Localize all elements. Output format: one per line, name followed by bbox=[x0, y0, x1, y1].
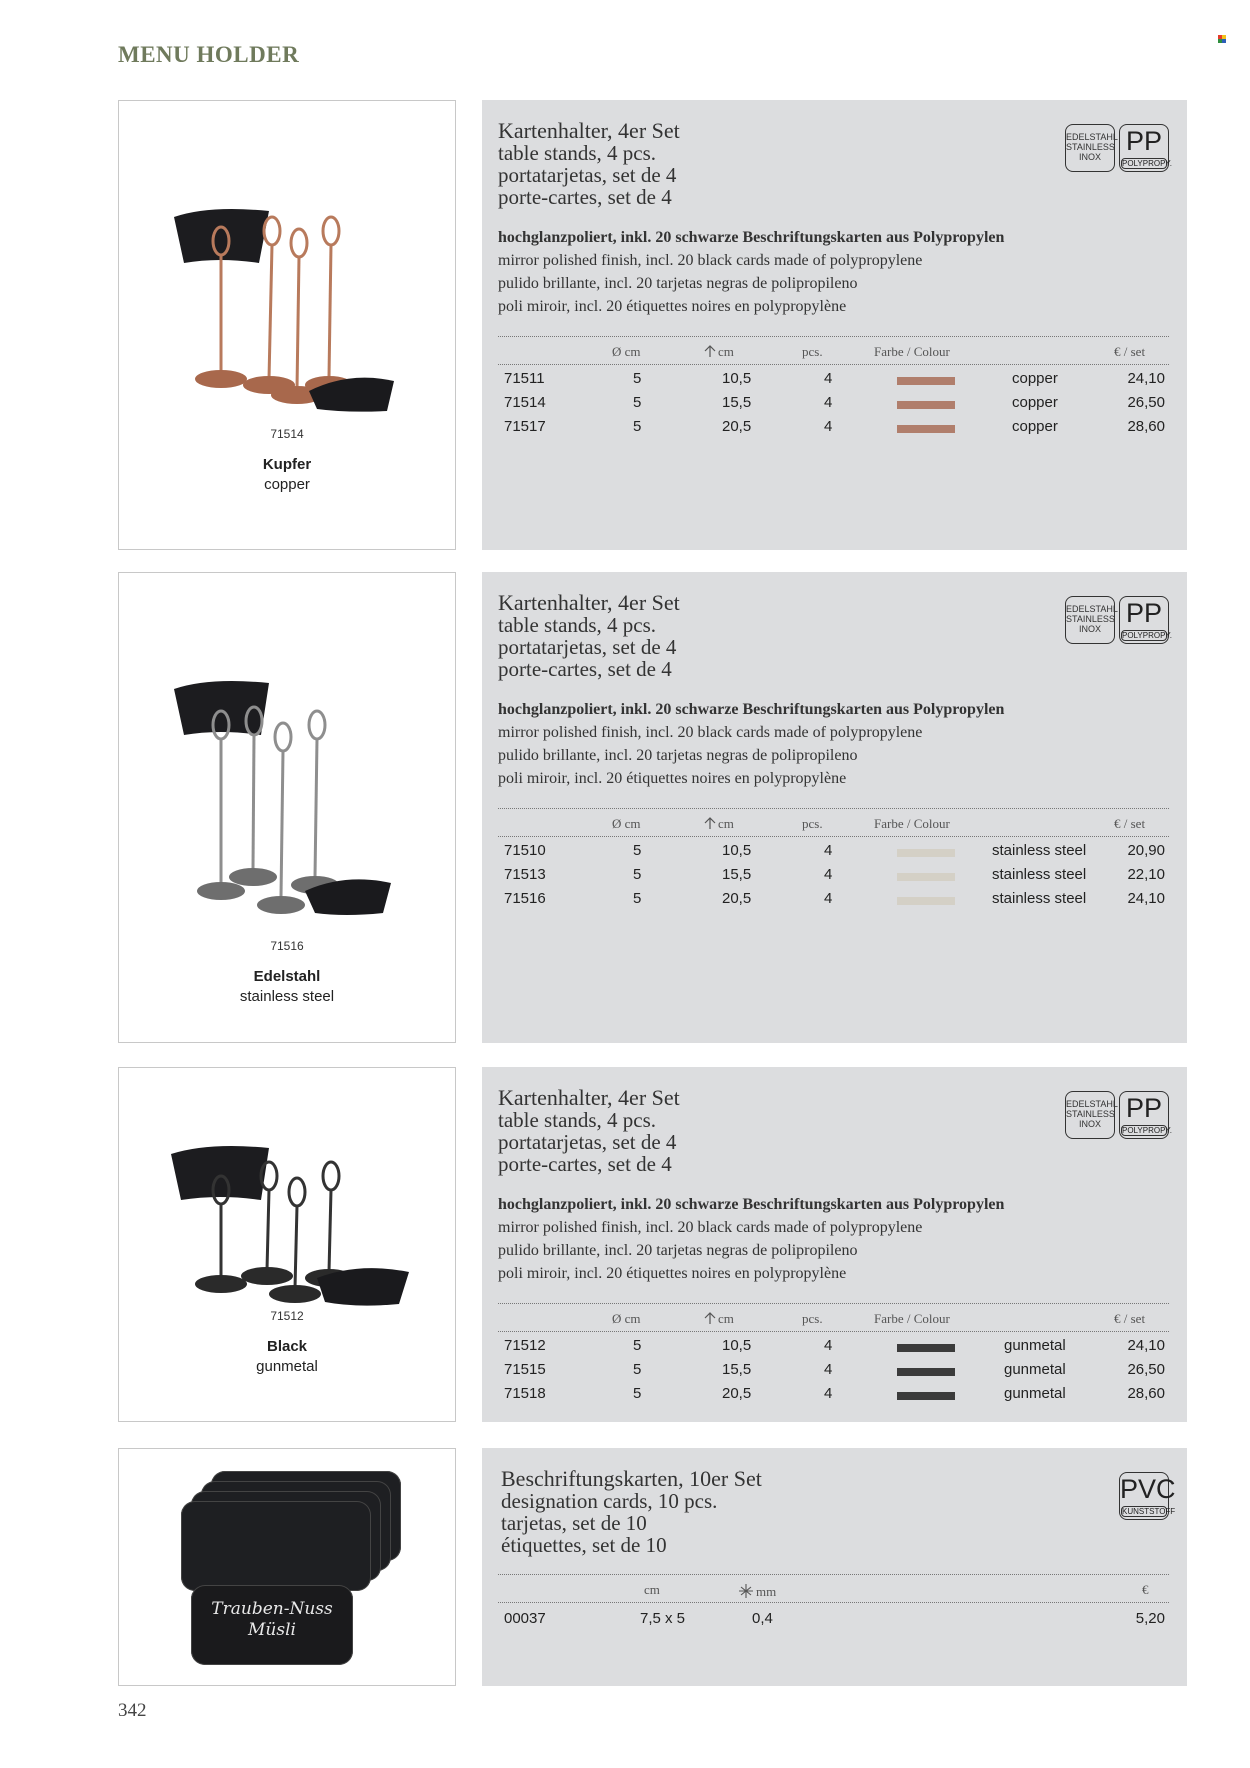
table-row bbox=[498, 890, 1169, 914]
header-height: cm bbox=[704, 1311, 734, 1327]
height: 20,5 bbox=[722, 890, 752, 907]
pvc-badge-icon: PVC KUNSTSTOFF bbox=[1119, 1472, 1169, 1520]
height: 20,5 bbox=[722, 1385, 752, 1402]
table-divider bbox=[498, 836, 1169, 837]
card-text-line: Trauben-Nuss bbox=[211, 1599, 333, 1619]
product-image-panel-stainless bbox=[118, 572, 456, 1043]
table-row bbox=[498, 842, 1169, 866]
pcs: 4 bbox=[824, 866, 833, 883]
pcs: 4 bbox=[824, 1385, 833, 1402]
item-code: 71511 bbox=[504, 370, 545, 387]
stainless-steel-badge-icon: EDELSTAHL STAINLESS INOX bbox=[1065, 596, 1115, 644]
header-price: € / set bbox=[1114, 816, 1146, 831]
price: 24,10 bbox=[1127, 1337, 1165, 1354]
height: 10,5 bbox=[722, 842, 752, 859]
page-number: 342 bbox=[118, 1700, 147, 1721]
diameter: 5 bbox=[633, 1385, 642, 1402]
colour-name: copper bbox=[1012, 370, 1058, 387]
diameter: 5 bbox=[633, 394, 642, 411]
table-row bbox=[498, 418, 1169, 442]
title-de: Kartenhalter, 4er Set bbox=[498, 1085, 680, 1110]
chalk-card-image bbox=[191, 1585, 353, 1665]
product-image-panel-cards bbox=[118, 1448, 456, 1686]
table-divider bbox=[498, 364, 1169, 365]
colour-swatch bbox=[897, 1368, 955, 1376]
item-code: 71518 bbox=[504, 1385, 546, 1402]
title-es: tarjetas, set de 10 bbox=[501, 1511, 647, 1535]
image-code: 71516 bbox=[270, 939, 304, 953]
colour-name: gunmetal bbox=[1004, 1337, 1066, 1354]
material-badges bbox=[1065, 124, 1172, 172]
arrow-up-icon bbox=[704, 817, 716, 829]
table-divider bbox=[498, 1602, 1169, 1603]
colour-name: copper bbox=[1012, 394, 1058, 411]
thickness: 0,4 bbox=[752, 1610, 773, 1627]
diameter: 5 bbox=[633, 418, 642, 435]
item-code: 71514 bbox=[504, 394, 546, 411]
item-code: 71512 bbox=[504, 1337, 546, 1354]
table-row bbox=[498, 1337, 1169, 1361]
description-de: hochglanzpoliert, inkl. 20 schwarze Beschriftungskarten aus Polypropylen bbox=[498, 701, 1005, 718]
title-en: designation cards, 10 pcs. bbox=[501, 1489, 718, 1513]
colour-swatch bbox=[897, 401, 955, 409]
height: 15,5 bbox=[722, 866, 752, 883]
table-divider bbox=[498, 1574, 1169, 1575]
material-badges bbox=[1119, 1472, 1176, 1520]
product-descriptions bbox=[498, 1193, 1004, 1285]
menu-holder-stainless-image bbox=[119, 673, 455, 973]
pcs: 4 bbox=[824, 842, 833, 859]
image-code: 71512 bbox=[270, 1309, 304, 1323]
pcs: 4 bbox=[824, 1361, 833, 1378]
section-title: MENU HOLDER bbox=[118, 42, 300, 67]
header-price: € bbox=[1142, 1582, 1149, 1597]
menu-holder-copper-image bbox=[119, 181, 455, 501]
image-code: 71514 bbox=[270, 427, 304, 441]
table-row bbox=[498, 1385, 1169, 1409]
header-colour: Farbe / Colour bbox=[874, 816, 950, 831]
title-es: portatarjetas, set de 4 bbox=[498, 635, 677, 659]
table-row bbox=[498, 1610, 1169, 1634]
header-price: € / set bbox=[1114, 344, 1146, 359]
colour-swatch bbox=[897, 849, 955, 857]
height: 15,5 bbox=[722, 1361, 752, 1378]
title-fr: étiquettes, set de 10 bbox=[501, 1533, 667, 1557]
product-info-panel-gunmetal bbox=[482, 1067, 1187, 1422]
colour-swatch bbox=[897, 377, 955, 385]
arrow-up-icon bbox=[704, 1312, 716, 1324]
polypropylene-badge-icon: PP POLYPROPY. bbox=[1119, 1091, 1169, 1139]
description-fr: poli miroir, incl. 20 étiquettes noires en polypropylène bbox=[498, 298, 847, 315]
material-badges bbox=[1065, 596, 1172, 644]
title-de: Kartenhalter, 4er Set bbox=[498, 118, 680, 143]
pcs: 4 bbox=[824, 370, 833, 387]
image-caption-sub: copper bbox=[264, 476, 310, 493]
pcs: 4 bbox=[824, 394, 833, 411]
card-text-line: Müsli bbox=[248, 1620, 296, 1640]
item-code: 71516 bbox=[504, 890, 546, 907]
height: 10,5 bbox=[722, 1337, 752, 1354]
header-size: cm bbox=[644, 1582, 660, 1597]
header-diameter: Ø cm bbox=[612, 1311, 641, 1326]
colour-swatch bbox=[897, 425, 955, 433]
table-divider bbox=[498, 808, 1169, 809]
colour-swatch bbox=[897, 873, 955, 881]
product-descriptions bbox=[498, 226, 1004, 318]
header-thickness: mm bbox=[738, 1582, 776, 1600]
material-badges bbox=[1065, 1091, 1172, 1139]
description-de: hochglanzpoliert, inkl. 20 schwarze Beschriftungskarten aus Polypropylen bbox=[498, 1196, 1005, 1213]
title-de: Kartenhalter, 4er Set bbox=[498, 590, 680, 615]
arrow-up-icon bbox=[704, 345, 716, 357]
price: 28,60 bbox=[1127, 1385, 1165, 1402]
product-image-panel-gunmetal bbox=[118, 1067, 456, 1422]
description-fr: poli miroir, incl. 20 étiquettes noires en polypropylène bbox=[498, 1265, 847, 1282]
title-fr: porte-cartes, set de 4 bbox=[498, 1152, 672, 1176]
item-code: 71515 bbox=[504, 1361, 546, 1378]
diameter: 5 bbox=[633, 370, 642, 387]
product-info-panel-copper bbox=[482, 100, 1187, 550]
title-fr: porte-cartes, set de 4 bbox=[498, 185, 672, 209]
image-caption-sub: gunmetal bbox=[256, 1358, 318, 1375]
title-fr: porte-cartes, set de 4 bbox=[498, 657, 672, 681]
description-en: mirror polished finish, incl. 20 black cards made of polypropylene bbox=[498, 1219, 923, 1236]
table-row bbox=[498, 394, 1169, 418]
header-colour: Farbe / Colour bbox=[874, 1311, 950, 1326]
image-caption-sub: stainless steel bbox=[239, 988, 335, 1005]
header-pcs: pcs. bbox=[802, 344, 823, 359]
header-diameter: Ø cm bbox=[612, 816, 641, 831]
title-en: table stands, 4 pcs. bbox=[498, 1108, 657, 1132]
price: 22,10 bbox=[1127, 866, 1165, 883]
height: 20,5 bbox=[722, 418, 752, 435]
description-en: mirror polished finish, incl. 20 black cards made of polypropylene bbox=[498, 252, 923, 269]
price: 26,50 bbox=[1127, 1361, 1165, 1378]
thickness-icon bbox=[738, 1584, 754, 1598]
description-fr: poli miroir, incl. 20 étiquettes noires en polypropylène bbox=[498, 770, 847, 787]
colour-name: stainless steel bbox=[992, 842, 1087, 859]
pcs: 4 bbox=[824, 890, 833, 907]
header-pcs: pcs. bbox=[802, 1311, 823, 1326]
product-descriptions bbox=[498, 698, 1004, 790]
diameter: 5 bbox=[633, 890, 642, 907]
polypropylene-badge-icon: PP POLYPROPY. bbox=[1119, 124, 1169, 172]
price: 28,60 bbox=[1127, 418, 1165, 435]
image-caption-main: Kupfer bbox=[262, 456, 312, 473]
diameter: 5 bbox=[633, 1337, 642, 1354]
table-divider bbox=[498, 1303, 1169, 1304]
title-es: portatarjetas, set de 4 bbox=[498, 163, 677, 187]
pcs: 4 bbox=[824, 1337, 833, 1354]
product-titles bbox=[498, 592, 680, 680]
diameter: 5 bbox=[633, 866, 642, 883]
table-divider bbox=[498, 1331, 1169, 1332]
header-price: € / set bbox=[1114, 1311, 1146, 1326]
diameter: 5 bbox=[633, 1361, 642, 1378]
colour-name: gunmetal bbox=[1004, 1361, 1066, 1378]
product-titles bbox=[498, 1087, 680, 1175]
product-info-panel-cards bbox=[482, 1448, 1187, 1686]
title-en: table stands, 4 pcs. bbox=[498, 141, 657, 165]
title-de: Beschriftungskarten, 10er Set bbox=[501, 1466, 762, 1491]
header-diameter: Ø cm bbox=[612, 344, 641, 359]
colour-name: stainless steel bbox=[992, 890, 1087, 907]
table-row bbox=[498, 866, 1169, 890]
header-height: cm bbox=[704, 344, 734, 360]
table-divider bbox=[498, 336, 1169, 337]
colour-swatch bbox=[897, 897, 955, 905]
table-row bbox=[498, 1361, 1169, 1385]
item-code: 71513 bbox=[504, 866, 546, 883]
product-info-panel-stainless bbox=[482, 572, 1187, 1043]
description-es: pulido brillante, incl. 20 tarjetas negras de polipropileno bbox=[498, 1242, 858, 1259]
item-code: 71517 bbox=[504, 418, 546, 435]
colour-swatch bbox=[897, 1344, 955, 1352]
stainless-steel-badge-icon: EDELSTAHL STAINLESS INOX bbox=[1065, 124, 1115, 172]
size: 7,5 x 5 bbox=[640, 1610, 686, 1627]
price: 24,10 bbox=[1127, 370, 1165, 387]
colour-name: stainless steel bbox=[992, 866, 1087, 883]
product-titles bbox=[498, 120, 680, 208]
stainless-steel-badge-icon: EDELSTAHL STAINLESS INOX bbox=[1065, 1091, 1115, 1139]
diameter: 5 bbox=[633, 842, 642, 859]
title-es: portatarjetas, set de 4 bbox=[498, 1130, 677, 1154]
header-pcs: pcs. bbox=[802, 816, 823, 831]
header-height: cm bbox=[704, 816, 734, 832]
image-caption-main: Black bbox=[266, 1338, 308, 1355]
product-titles bbox=[501, 1468, 762, 1556]
price: 24,10 bbox=[1127, 890, 1165, 907]
pcs: 4 bbox=[824, 418, 833, 435]
title-en: table stands, 4 pcs. bbox=[498, 613, 657, 637]
brand-logo-icon bbox=[1218, 35, 1226, 43]
description-en: mirror polished finish, incl. 20 black cards made of polypropylene bbox=[498, 724, 923, 741]
colour-name: copper bbox=[1012, 418, 1058, 435]
description-es: pulido brillante, incl. 20 tarjetas negras de polipropileno bbox=[498, 275, 858, 292]
price: 26,50 bbox=[1127, 394, 1165, 411]
item-code: 00037 bbox=[504, 1610, 546, 1627]
price: 20,90 bbox=[1127, 842, 1165, 859]
height: 15,5 bbox=[722, 394, 752, 411]
colour-name: gunmetal bbox=[1004, 1385, 1066, 1402]
description-es: pulido brillante, incl. 20 tarjetas negras de polipropileno bbox=[498, 747, 858, 764]
item-code: 71510 bbox=[504, 842, 546, 859]
height: 10,5 bbox=[722, 370, 752, 387]
image-caption-main: Edelstahl bbox=[253, 968, 321, 985]
header-colour: Farbe / Colour bbox=[874, 344, 950, 359]
product-image-panel-copper bbox=[118, 100, 456, 550]
description-de: hochglanzpoliert, inkl. 20 schwarze Beschriftungskarten aus Polypropylen bbox=[498, 229, 1005, 246]
table-row bbox=[498, 370, 1169, 394]
polypropylene-badge-icon: PP POLYPROPY. bbox=[1119, 596, 1169, 644]
colour-swatch bbox=[897, 1392, 955, 1400]
price: 5,20 bbox=[1135, 1610, 1165, 1627]
